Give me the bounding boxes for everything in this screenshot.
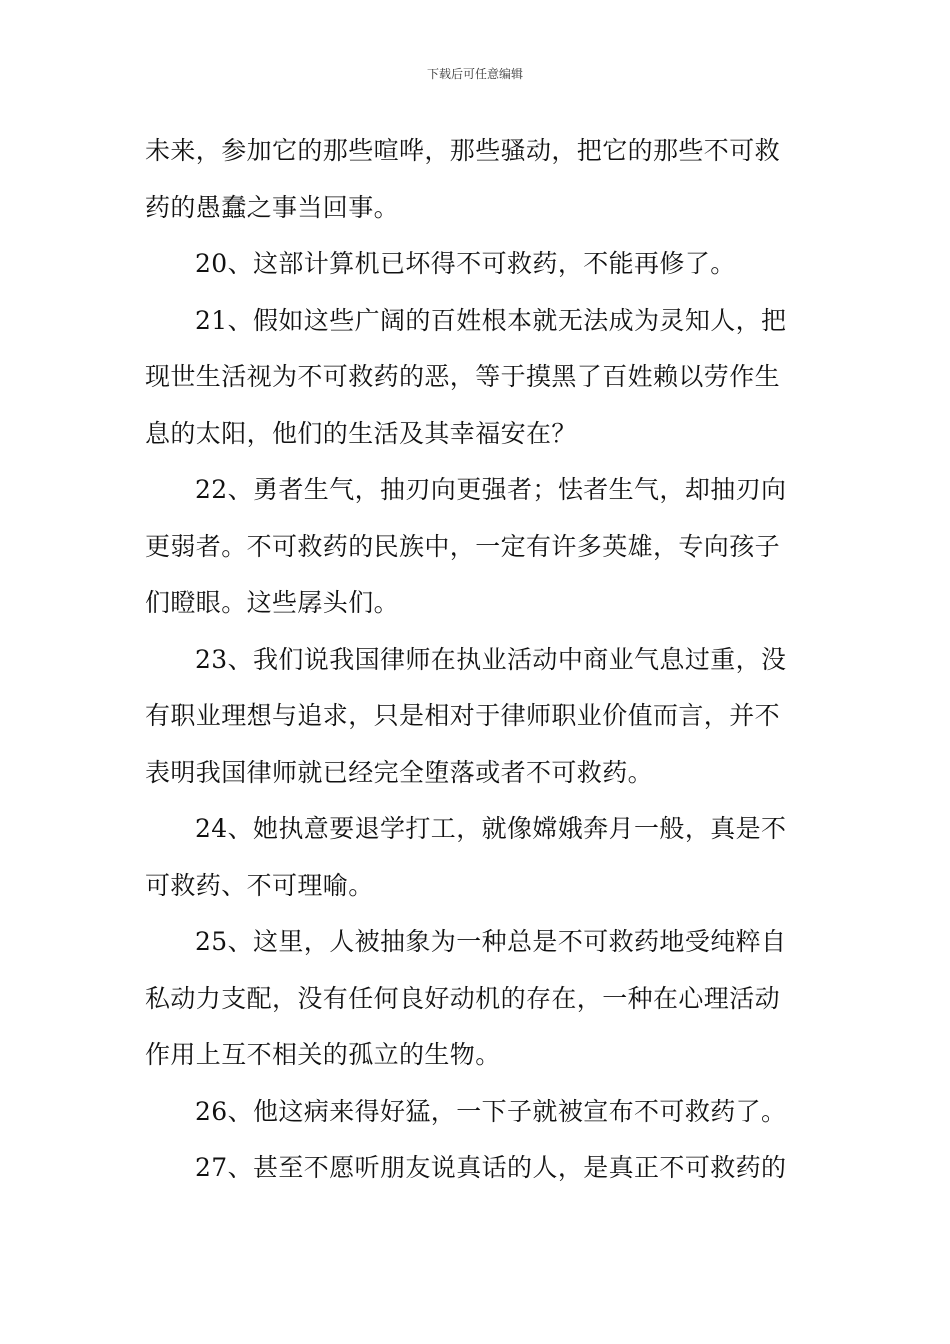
paragraph-24 (145, 801, 811, 914)
text-line: 作用上互不相关的孤立的生物。 (145, 1040, 501, 1069)
paragraph-20 (145, 236, 811, 293)
paragraph-21 (145, 293, 811, 463)
paragraph-26 (145, 1084, 811, 1141)
text-line: 27、甚至不愿听朋友说真话的人，是真正不可救药的 (195, 1153, 787, 1182)
text-line: 息的太阳，他们的生活及其幸福安在？ (145, 418, 577, 448)
text-line: 21、假如这些广阔的百姓根本就无法成为灵知人，把 (195, 305, 787, 335)
text-line: 23、我们说我国律师在执业活动中商业气息过重，没 (195, 644, 787, 674)
text-line: 现世生活视为不可救药的恶，等于摸黑了百姓赖以劳作生 (145, 362, 781, 391)
text-line: 可救药、不可理喻。 (145, 870, 374, 900)
paragraph-25 (145, 914, 811, 1084)
text-line: 24、她执意要退学打工，就像嫦娥奔月一般，真是不 (195, 814, 787, 843)
text-line: 表明我国律师就已经完全堕落或者不可救药。 (145, 757, 654, 787)
page-header-note: 下载后可任意编辑 (426, 67, 523, 81)
text-line: 私动力支配，没有任何良好动机的存在，一种在心理活动 (145, 983, 781, 1013)
paragraph-continuation (145, 123, 811, 236)
paragraph-23 (145, 632, 811, 802)
paragraph-27 (145, 1140, 811, 1197)
text-line: 药的愚蠢之事当回事。 (145, 192, 400, 222)
text-line: 们瞪眼。这些孱头们。 (145, 588, 400, 617)
document-body (145, 123, 811, 1197)
text-line: 26、他这病来得好猛，一下子就被宣布不可救药了。 (195, 1096, 787, 1126)
text-line: 22、勇者生气，抽刃向更强者；怯者生气，却抽刃向 (195, 475, 787, 504)
text-line: 有职业理想与追求，只是相对于律师职业价值而言，并不 (145, 701, 781, 730)
text-line: 未来，参加它的那些喧哗，那些骚动，把它的那些不可救 (145, 136, 781, 165)
text-line: 20、这部计算机已坏得不可救药，不能再修了。 (195, 249, 736, 278)
text-line: 更弱者。不可救药的民族中，一定有许多英雄，专向孩子 (145, 531, 781, 561)
text-line: 25、这里，人被抽象为一种总是不可救药地受纯粹自 (195, 927, 787, 956)
paragraph-22 (145, 462, 811, 632)
